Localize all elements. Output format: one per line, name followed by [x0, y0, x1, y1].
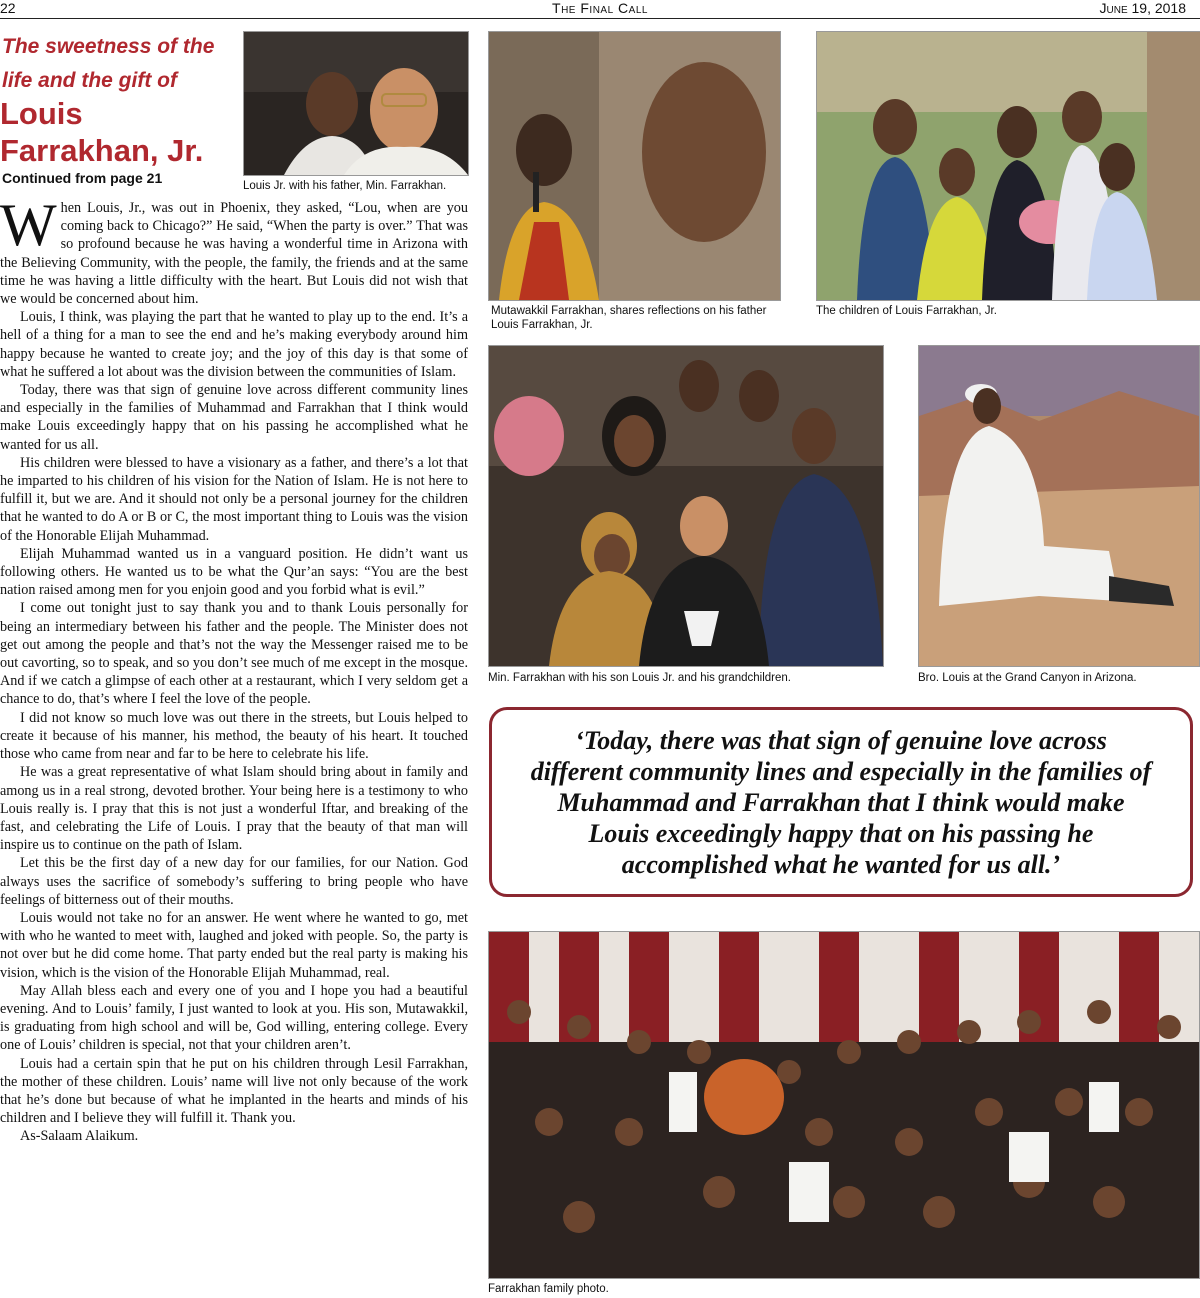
article-paragraph: I did not know so much love was out there in the streets, but Louis helped to create it because of his manner, his method, the beauty of his heart. It touched those who came from near and far to be here to celebrate his life.	[0, 709, 468, 763]
caption-children: The children of Louis Farrakhan, Jr.	[816, 305, 997, 317]
article-paragraph: When Louis, Jr., was out in Phoenix, they asked, “Lou, when are you coming back to Chicago?” He said, “When the party is over.” That was so profound because he was having a wonderful time in Arizona with the Believing Community, with the people, the family, the friends and at the same time he was having a little difficulty with the heart. But Louis did not wish that we would be concerned about him.	[0, 199, 468, 308]
continued-note: Continued from page 21	[2, 170, 163, 186]
article-paragraph: He was a great representative of what Islam should bring about in family and among us in a real strong, devoted brother. Your being here is a testimony to who Louis really is. I pray that this is not just a wonderful Iftar, and breaking of the fast, and celebrating the Life of Louis. I pray that the beauty of that man will inspire us to continue on the path of Islam.	[0, 764, 468, 854]
article-paragraph: Louis had a certain spin that he put on his children through Lesil Farrakhan, the mother of these children. Louis’ name will live not only because of the work that he’s done but because of what he implanted in the hearts and minds of his children and I believe they will fulfill it. Thank you.	[0, 1055, 468, 1127]
photo-children	[816, 31, 1200, 301]
photo-mutawakkil	[488, 31, 781, 301]
headline-kicker-line2: life and the gift of	[2, 69, 177, 92]
caption-mutawakkil: Mutawakkil Farrakhan, shares reflections on his father Louis Farrakhan, Jr.	[491, 305, 767, 331]
article-paragraph: Louis would not take no for an answer. He went where he wanted to go, met with who he wanted to meet with, laughed and joked with people. So, the party is not over but he did come home. That party ended but the real party is making his vision, which is the vision of the Honorable Elijah Muhammad, real.	[0, 909, 468, 981]
photo-grandchildren	[488, 345, 884, 667]
photo-grand-canyon	[918, 345, 1200, 667]
publication-name: The Final Call	[552, 0, 648, 16]
article-paragraph: Today, there was that sign of genuine love across different community lines and especially in the families of Muhammad and Farrakhan that I think would make Louis exceedingly happy that on his passing he accomplished what he wanted for us all.	[0, 382, 468, 453]
headline-name-line1: Louis	[0, 96, 83, 131]
caption-father-son: Louis Jr. with his father, Min. Farrakhan.	[243, 180, 447, 192]
article-paragraph: His children were blessed to have a visionary as a father, and there’s a lot that he imparted to his children of his vision for the Nation of Islam. He is not here to fulfill it, but we are. And it should not only be a personal journey for the children that he wanted to do A or B or C, the most important thing to Louis was the vision of the Honorable Elijah Muhammad.	[0, 454, 468, 544]
headline-name-line2: Farrakhan, Jr.	[0, 133, 204, 168]
article-paragraph: Elijah Muhammad wanted us in a vanguard position. He didn’t want us following others. He wanted us to be what the Qur’an says: “You are the best nation raised among men for you enjoin good and you forbid what is evil.”	[0, 545, 468, 599]
article-paragraph: Louis, I think, was playing the part that he wanted to play up to the end. It’s a hell of a thing for a man to see the end and he’s making everybody around him happy because he wanted to create joy; and the joy of this day is that some of what he suffered a lot about was the division between the communities of Islam.	[0, 309, 468, 380]
issue-date: June 19, 2018	[1099, 0, 1186, 16]
caption-grand-canyon: Bro. Louis at the Grand Canyon in Arizona.	[918, 672, 1137, 684]
caption-family: Farrakhan family photo.	[488, 1283, 609, 1295]
article-body	[0, 199, 468, 1297]
article-paragraph: Let this be the first day of a new day for our families, for our Nation. God always uses the sacrifice of somebody’s suffering to bring people who have feelings of bitterness out of their mouths.	[0, 855, 468, 908]
photo-father-son	[243, 31, 469, 176]
article-paragraph: May Allah bless each and every one of you and I hope you had a beautiful evening. And to Louis’ family, I just wanted to look at you. His son, Mutawakkil, is graduating from high school and will be, God willing, entering college. Every one of Louis’ children is special, not that your children aren’t.	[0, 982, 468, 1054]
headline-kicker-line1: The sweetness of the	[2, 35, 215, 58]
article-paragraph: I come out tonight just to say thank you and to thank Louis personally for being an intermediary between his father and the people. The Minister does not get out among the people and that’s not the way the Messenger raised me to be out cavorting, so to speak, and so you don’t see much of me except in the mosque. And if we catch a glimpse of each other at a restaurant, which I very seldom get a chance to do, that’s where I feel the love of the people.	[0, 600, 468, 708]
caption-grandchildren: Min. Farrakhan with his son Louis Jr. and his grandchildren.	[488, 672, 791, 684]
drop-cap: W	[0, 199, 57, 258]
article-paragraph: As-Salaam Alaikum.	[20, 1128, 139, 1145]
pull-quote: ‘Today, there was that sign of genuine love across different community lines and especially in the families of Muhammad and Farrakhan that I think would make Louis exceedingly happy that on his passing he accomplished what he wanted for us all.’	[489, 707, 1193, 897]
page-number: 22	[0, 0, 16, 16]
photo-family	[488, 931, 1200, 1279]
header-rule	[0, 18, 1200, 19]
